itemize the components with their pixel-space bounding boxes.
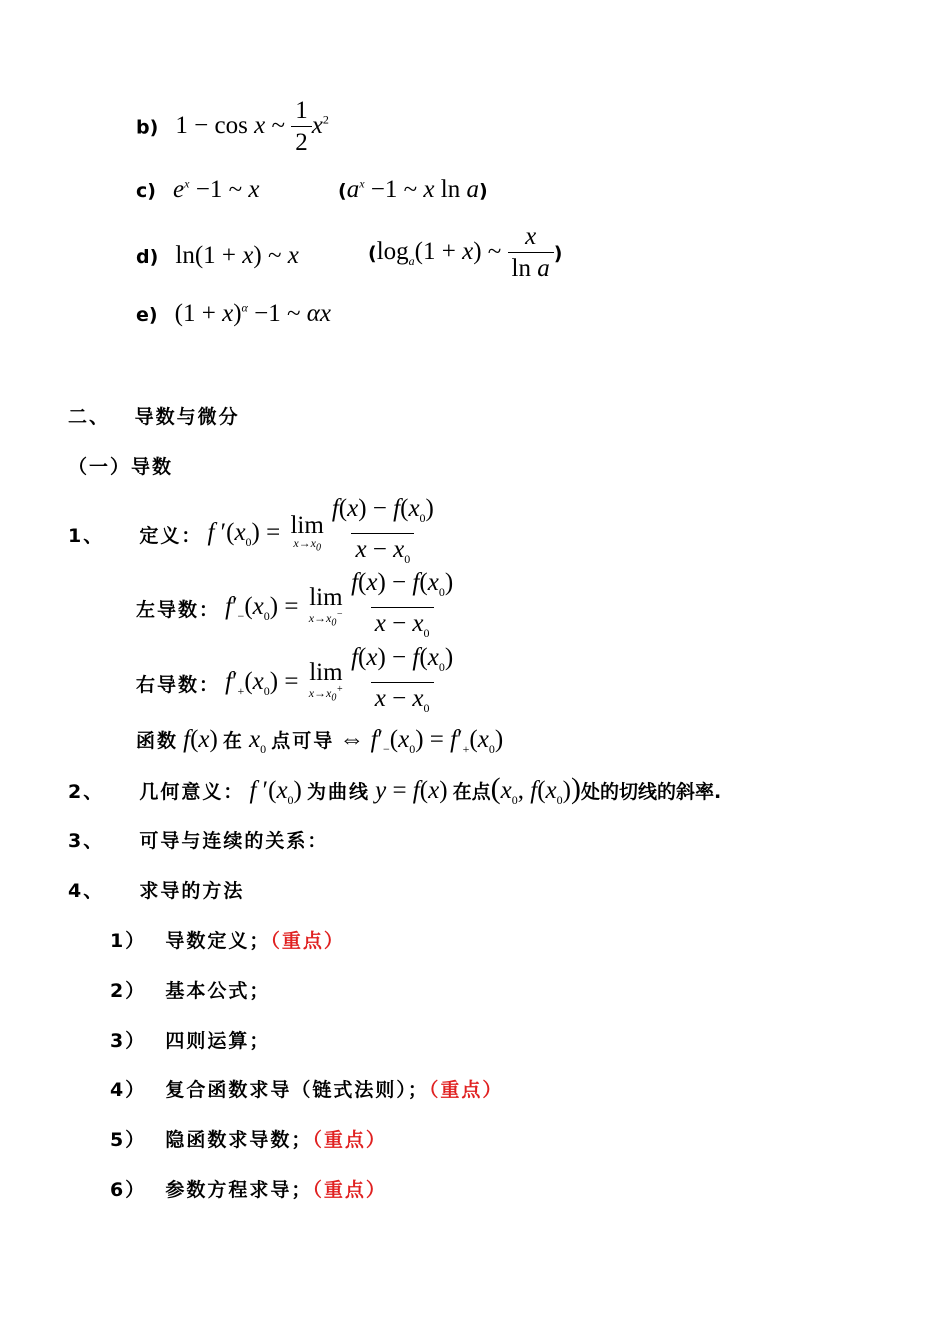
equiv-c-general: [338, 176, 488, 204]
paren-open: (: [368, 242, 377, 265]
geom-point: ($x_0$, $f(x_0)$): [490, 772, 581, 807]
equiv-e-label: e): [136, 304, 158, 326]
at-word: 在: [222, 730, 244, 752]
method-item-number: 3）: [110, 1030, 147, 1052]
method-item-mark: （重点）: [312, 1179, 387, 1201]
method-item: [110, 926, 345, 953]
equiv-d-label: d): [136, 246, 159, 268]
def-label: 定义：: [139, 525, 203, 547]
equiv-c-general-formula: $a^x -1$ ~ x ln a: [346, 176, 479, 203]
equiv-b-label: b): [136, 116, 159, 139]
method-item-mark: （重点）: [270, 930, 345, 952]
method-item: [110, 1026, 270, 1053]
method-item: [110, 1175, 387, 1202]
equiv-d-formula: ln(1 + x) ~ x: [175, 242, 299, 269]
equiv-d-general-formula: $\log_a(1 + x)$ ~ $\frac{x}{\text{ln a}}$: [377, 238, 554, 265]
geom-at-point: 在点: [452, 781, 491, 803]
equiv-d-general: [368, 222, 562, 285]
geom-fprime: f $'(x_0)$: [249, 777, 302, 807]
left-derivative-formula: $f'_-(x_0)$ = lim $x\to x_0^-$ $\frac{f(x) - f(x_0)}{x - x_0}$: [225, 593, 457, 620]
method-item: [110, 976, 270, 1003]
methods-title: 求导的方法: [139, 880, 245, 902]
method-item: [110, 1125, 387, 1152]
geom-tail: 处的切线的斜率.: [580, 781, 722, 803]
equiv-b: [136, 96, 329, 159]
equiv-d: [136, 242, 299, 270]
right-derivative-row: [136, 643, 457, 724]
method-item: [110, 1075, 503, 1102]
paren-open: (: [338, 180, 347, 202]
relation-number: 3、: [68, 830, 105, 852]
section-number: 二、: [68, 406, 111, 428]
derivable-iff: ⇔ $f'_-(x_0) = f'_+(x_0)$: [339, 726, 504, 756]
point-derivable: 点可导: [271, 730, 335, 752]
method-item-number: 5）: [110, 1129, 147, 1151]
method-item-number: 4）: [110, 1079, 147, 1101]
paren-close: ): [478, 180, 488, 202]
equiv-c: [136, 176, 259, 204]
equiv-b-formula: 1 − cos x ~ $\frac{1}{2}$ $x^2$: [175, 112, 328, 139]
equiv-c-label: c): [136, 180, 156, 202]
methods-title-row: [68, 876, 244, 903]
method-item-text: 导数定义；: [165, 930, 271, 952]
left-derivative-label: 左导数：: [136, 599, 221, 621]
func-fx: f(x): [183, 726, 218, 753]
equiv-c-formula: $e^x -1$ ~ x: [173, 176, 260, 203]
equiv-e: [136, 300, 331, 328]
method-item-text: 四则运算；: [165, 1030, 271, 1052]
method-item-mark: （重点）: [428, 1079, 504, 1101]
method-item-text: 复合函数求导（链式法则）；: [165, 1079, 429, 1101]
section-title: [68, 402, 240, 429]
method-item-text: 基本公式；: [165, 980, 271, 1002]
geom-row: [68, 772, 721, 808]
right-derivative-formula: $f'_+(x_0)$ = lim $x\to x_0^+$ $\frac{f(x) - f(x_0)}{x - x_0}$: [225, 668, 457, 695]
method-item-number: 1）: [110, 930, 147, 952]
geom-label: 几何意义：: [139, 781, 245, 803]
relation-row: [68, 826, 328, 853]
func-word: 函数: [136, 730, 179, 752]
equiv-e-formula: $(1 + x)^\alpha -1$ ~ αx: [174, 300, 331, 327]
subsection-title: （一）导数: [68, 456, 174, 478]
point-x0: $x_0$: [249, 726, 267, 756]
geom-is-word: 为曲线: [306, 781, 370, 803]
method-item-mark: （重点）: [312, 1129, 387, 1151]
geom-curve: y = f(x): [375, 777, 448, 804]
paren-close: ): [553, 242, 563, 265]
method-item-number: 6）: [110, 1179, 147, 1201]
def-row: [68, 494, 438, 575]
left-derivative-row: [136, 568, 457, 649]
relation-text: 可导与连续的关系：: [139, 830, 329, 852]
geom-number: 2、: [68, 781, 105, 803]
method-item-text: 参数方程求导；: [165, 1179, 313, 1201]
def-formula: f $'(x_0)$ = lim $x\to x_0$ $\frac{f(x) - f(x_0)}{x - x_0}$: [207, 519, 437, 546]
right-derivative-label: 右导数：: [136, 674, 221, 696]
method-item-number: 2）: [110, 980, 147, 1002]
section-title-text: 导数与微分: [134, 406, 240, 428]
methods-number: 4、: [68, 880, 105, 902]
derivable-condition: [136, 726, 503, 757]
def-number: 1、: [68, 525, 105, 547]
method-item-text: 隐函数求导数；: [165, 1129, 313, 1151]
